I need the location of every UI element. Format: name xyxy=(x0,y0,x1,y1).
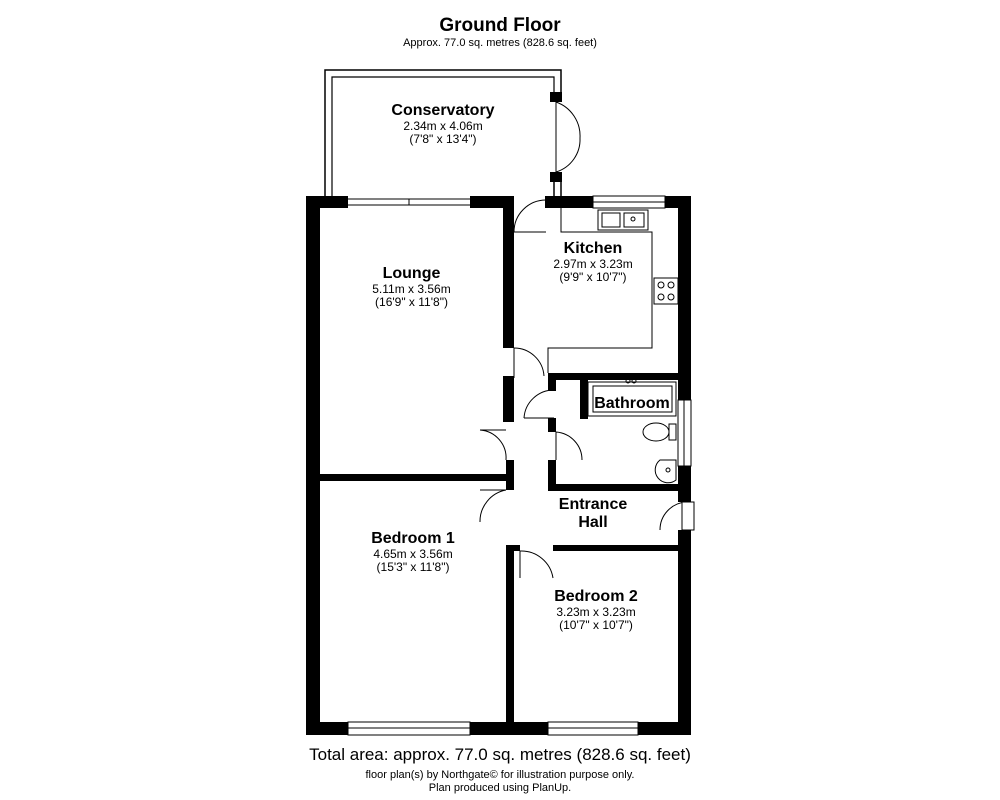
credit-line-2: Plan produced using PlanUp. xyxy=(428,782,572,794)
room-entrance-hall xyxy=(540,496,646,532)
room-bedroom-2-dim-metric: 3.23m x 3.23m xyxy=(556,605,636,619)
room-bedroom-2 xyxy=(514,588,678,632)
room-bedroom-1 xyxy=(320,530,506,574)
room-kitchen-name: Kitchen xyxy=(563,240,623,257)
room-lounge-dim-imperial: (16'9" x 11'8") xyxy=(375,295,448,309)
room-kitchen-dim-metric: 2.97m x 3.23m xyxy=(553,257,633,271)
room-bathroom-name: Bathroom xyxy=(594,395,670,412)
kitchen-window xyxy=(593,196,665,208)
room-conservatory-dim-imperial: (7'8" x 13'4") xyxy=(409,132,477,146)
plan-title: Ground Floor xyxy=(439,15,561,36)
room-bathroom xyxy=(588,395,676,413)
bathroom-window xyxy=(678,400,691,466)
room-kitchen xyxy=(514,240,672,284)
room-bedroom-2-name: Bedroom 2 xyxy=(554,588,638,605)
room-bedroom-1-dim-imperial: (15'3" x 11'8") xyxy=(376,560,450,574)
room-bedroom-1-dim-metric: 4.65m x 3.56m xyxy=(373,547,453,561)
room-conservatory-name: Conservatory xyxy=(391,102,495,119)
room-bedroom-1-name: Bedroom 1 xyxy=(371,530,455,547)
front-door-frame xyxy=(682,502,694,530)
total-area: Total area: approx. 77.0 sq. metres (828.6 sq. feet) xyxy=(309,745,691,764)
conservatory-door xyxy=(556,102,580,172)
room-entrance-hall-name-line1: Entrance xyxy=(558,496,628,513)
room-lounge-dim-metric: 5.11m x 3.56m xyxy=(372,282,451,296)
room-kitchen-dim-imperial: (9'9" x 10'7") xyxy=(559,270,627,284)
room-lounge xyxy=(320,265,503,309)
room-entrance-hall-name-line2: Hall xyxy=(578,514,608,531)
lounge-sliding-door xyxy=(348,199,470,205)
room-bedroom-2-dim-imperial: (10'7" x 10'7") xyxy=(559,618,633,632)
room-conservatory xyxy=(332,102,554,146)
kitchen-worktop xyxy=(548,208,678,373)
room-lounge-name: Lounge xyxy=(382,265,441,282)
room-conservatory-dim-metric: 2.34m x 4.06m xyxy=(403,119,483,133)
credit-line-1: floor plan(s) by Northgate© for illustration purpose only. xyxy=(365,769,635,781)
plan-subtitle: Approx. 77.0 sq. metres (828.6 sq. feet) xyxy=(403,37,597,49)
